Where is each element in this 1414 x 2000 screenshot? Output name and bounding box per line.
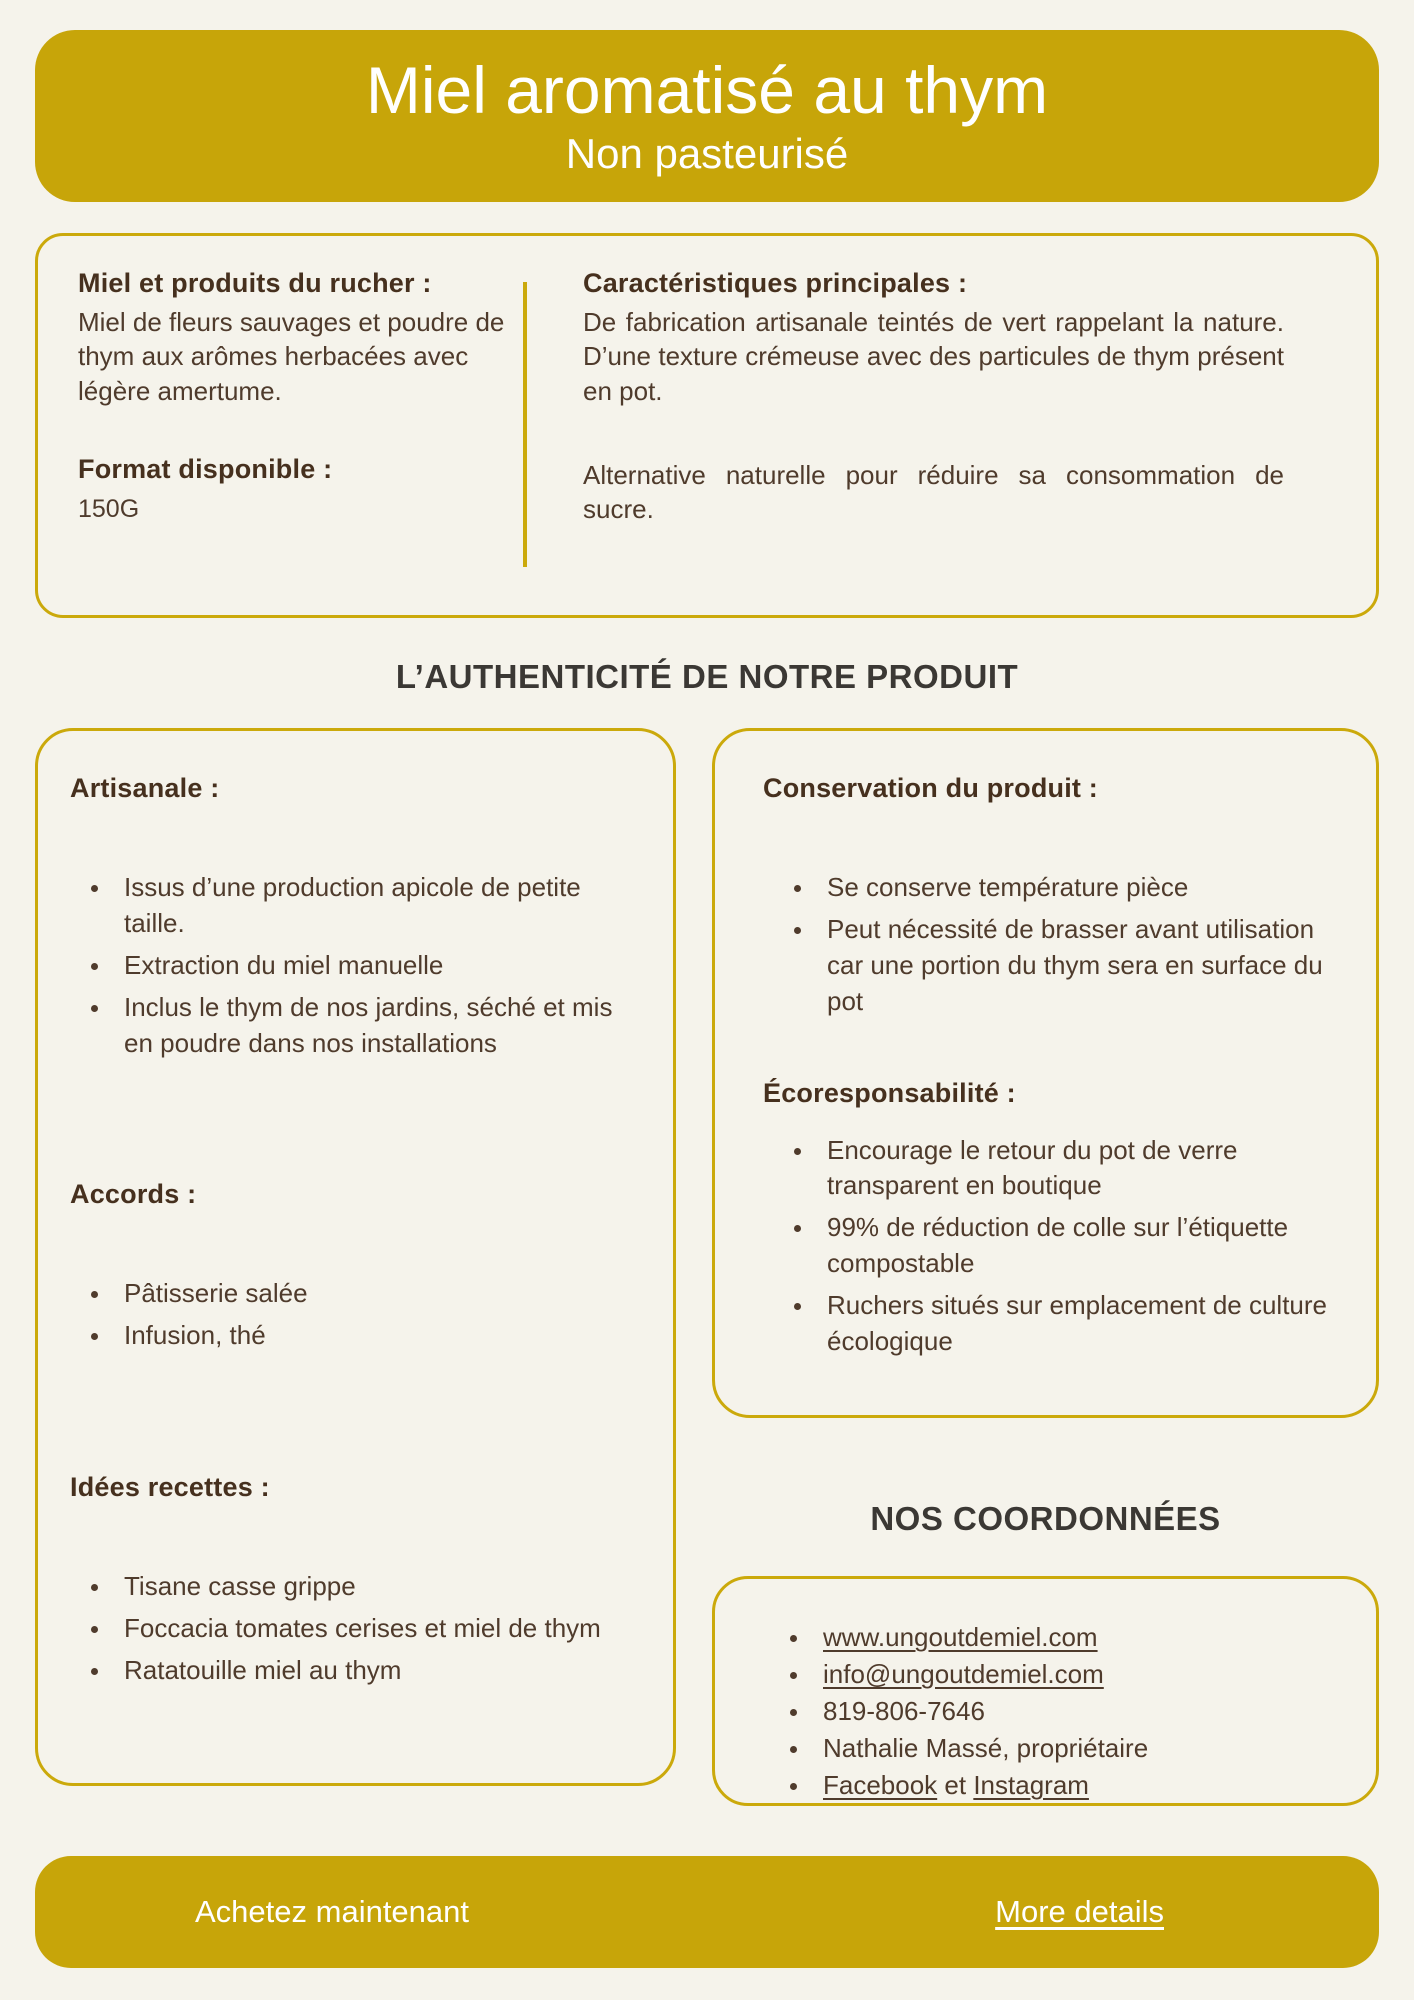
- list-item: [811, 1767, 1346, 1804]
- ecoresponsabilite-list: [815, 1133, 1340, 1360]
- product-summary-box: [35, 233, 1379, 618]
- more-details-link[interactable]: More details: [995, 1894, 1164, 1929]
- list-item: • Extraction du miel manuelle: [112, 948, 637, 984]
- content-columns: [35, 728, 1379, 1806]
- artisanale-list: [112, 870, 637, 1061]
- artisanal-card: [35, 728, 676, 1786]
- footer-bar: [35, 1856, 1379, 1968]
- conservation-list: [815, 870, 1340, 1020]
- honey-products-column: [78, 268, 523, 589]
- list-item: [811, 1693, 1346, 1730]
- authenticity-title: L’AUTHENTICITÉ DE NOTRE PRODUIT: [395, 658, 1019, 695]
- recettes-heading: Idées recettes :: [70, 1472, 270, 1503]
- conservation-heading: Conservation du produit :: [763, 773, 1098, 803]
- website-link[interactable]: www.ungoutdemiel.com: [823, 1622, 1098, 1652]
- conservation-card: [712, 728, 1379, 1418]
- list-item: • Issus d’une production apicole de petite taille.: [112, 870, 637, 942]
- list-item: [811, 1656, 1346, 1693]
- format-value: 150G: [78, 494, 140, 523]
- characteristics-paragraph-2: Alternative naturelle pour réduire sa consommation de sucre.: [583, 459, 1284, 525]
- characteristics-heading: Caractéristiques principales :: [583, 268, 968, 298]
- list-item: • Se conserve température pièce: [815, 870, 1340, 906]
- list-item: • Inclus le thym de nos jardins, séché et mis en poudre dans nos installations: [112, 990, 637, 1062]
- recettes-list: [112, 1569, 637, 1689]
- page-title: Miel aromatisé au thym: [365, 53, 1049, 127]
- list-item: • Infusion, thé: [112, 1318, 637, 1354]
- right-column: [712, 728, 1379, 1806]
- owner-name: Nathalie Massé, propriétaire: [823, 1732, 1149, 1763]
- characteristics-column: [527, 268, 1336, 589]
- honey-products-description: Miel de fleurs sauvages et poudre de thym aux arômes herbacées avec légère amertume.: [78, 307, 505, 406]
- instagram-link[interactable]: Instagram: [973, 1769, 1089, 1800]
- list-item: • Pâtisserie salée: [112, 1276, 637, 1312]
- accords-list: [112, 1276, 637, 1354]
- characteristics-paragraph-1: De fabrication artisanale teintés de vert rappelant la nature. D’une texture crémeuse avec des particules de thym présent en pot.: [583, 307, 1284, 406]
- list-item: • Encourage le retour du pot de verre transparent en boutique: [815, 1133, 1340, 1205]
- connector-text: et: [937, 1769, 974, 1800]
- list-item: • Peut nécessité de brasser avant utilisation car une portion du thym sera en surface du pot: [815, 912, 1340, 1020]
- buy-now-button[interactable]: Achetez maintenant: [195, 1894, 470, 1929]
- facebook-link[interactable]: Facebook: [823, 1769, 938, 1800]
- contact-title: NOS COORDONNÉES: [870, 1500, 1221, 1537]
- contact-list: [811, 1619, 1346, 1804]
- contact-card: [712, 1576, 1379, 1806]
- phone-number: 819-806-7646: [823, 1695, 985, 1726]
- list-item: • Foccacia tomates cerises et miel de thym: [112, 1611, 637, 1647]
- artisanale-heading: Artisanale :: [70, 773, 220, 803]
- list-item: • Ratatouille miel au thym: [112, 1653, 637, 1689]
- list-item: • 99% de réduction de colle sur l’étiquette compostable: [815, 1210, 1340, 1282]
- list-item: [811, 1730, 1346, 1767]
- header-banner: [35, 30, 1379, 202]
- list-item: • Tisane casse grippe: [112, 1569, 637, 1605]
- ecoresponsabilite-heading: Écoresponsabilité :: [763, 1077, 1016, 1108]
- email-link[interactable]: info@ungoutdemiel.com: [823, 1658, 1104, 1689]
- list-item: • Ruchers situés sur emplacement de culture écologique: [815, 1288, 1340, 1360]
- page-subtitle: Non pasteurisé: [565, 130, 849, 177]
- accords-heading: Accords :: [70, 1179, 197, 1210]
- list-item: [811, 1619, 1346, 1656]
- format-heading: Format disponible :: [78, 453, 333, 484]
- honey-products-heading: Miel et produits du rucher :: [78, 268, 432, 298]
